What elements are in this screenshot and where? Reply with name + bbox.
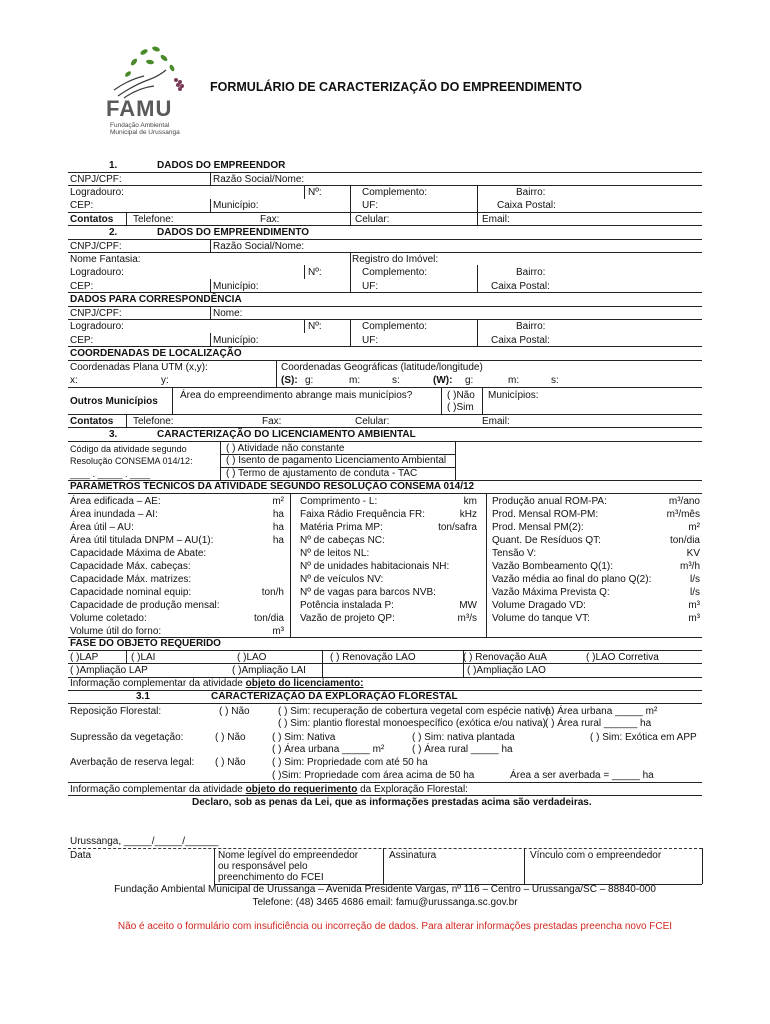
coord-sim-option[interactable]: ( )Sim [447,402,474,413]
param-col3-unit: m³ [688,613,700,624]
s2-fantasia-label[interactable]: Nome Fantasia: [70,254,141,265]
fase-info-bold: objeto do licenciamento: [245,678,364,689]
param-col2-label[interactable]: Nº de cabeças NC: [300,535,385,546]
coord-s-s[interactable]: s: [392,375,400,386]
corr-cnpj-label[interactable]: CNPJ/CPF: [70,308,122,319]
s1-cep-label[interactable]: CEP: [70,200,94,211]
section1-number: 1. [109,160,118,171]
param-col1-unit: ha [272,509,284,520]
s1-municipio-label[interactable]: Município: [213,200,259,211]
s3-codigo-line2: Resolução CONSEMA 014/12: [70,456,193,466]
coord-contatos-label: Contatos [70,416,114,427]
section31-number: 3.1 [136,691,150,702]
footer-address: Fundação Ambiental Municipal de Urussanga – Avenida Presidente Vargas, nº 116 – Centro – Urussanga/SC – 88840-000 [114,884,656,895]
fase-lap[interactable]: ( )LAP [70,652,99,663]
fase-ampliacao-lai[interactable]: ( )Ampliação LAI [232,665,306,676]
param-col1-label[interactable]: Volume coletado: [70,613,147,624]
param-col2-label[interactable]: Faixa Rádio Frequência FR: [300,509,426,520]
coord-w-g[interactable]: g: [465,375,474,386]
coord-geo-label: Coordenadas Geográficas (latitude/longitude) [281,362,483,373]
s3-opt-tac[interactable]: ( ) Termo de ajustamento de conduta - TAC [226,468,418,479]
s1-celular-label[interactable]: Celular: [355,214,390,225]
coord-s-g[interactable]: g: [305,375,314,386]
s31-supressao-rural[interactable]: ( ) Área rural _____ ha [412,744,513,755]
s31-info-prefix: Informação complementar da atividade [70,784,246,795]
coord-celular-label[interactable]: Celular: [355,416,390,427]
s2-numero-label[interactable]: Nº: [308,267,322,278]
s31-averbacao-sim2[interactable]: ( )Sim: Propriedade com área acima de 50 ha [272,770,475,781]
param-col3-label[interactable]: Volume Dragado VD: [492,600,586,611]
fase-title: FASE DO OBJETO REQUERIDO [70,638,221,649]
s31-reposicao-nao[interactable]: ( ) Não [219,706,250,717]
param-col2-unit: ton/safra [438,522,477,533]
param-col3-label[interactable]: Tensão V: [492,548,537,559]
coord-outros-label: Outros Municípios [70,396,158,407]
s31-reposicao-sim1[interactable]: ( ) Sim: recuperação de cobertura vegetal com espécie nativa [278,706,551,717]
logo-line2: Municipal de Urussanga [110,129,180,136]
section31-title: CARACTERIZAÇÃO DA EXPLORAÇÃO FLORESTAL [211,691,458,702]
s31-supressao-label: Supressão da vegetação: [70,732,184,743]
s1-numero-label[interactable]: Nº: [308,187,322,198]
sig-nome-line2: ou responsável pelo [218,861,308,872]
corr-nome-label[interactable]: Nome: [213,308,243,319]
s1-telefone-label[interactable]: Telefone: [133,214,174,225]
sig-assinatura-label: Assinatura [389,850,437,861]
declaration: Declaro, sob as penas da Lei, que as informações prestadas acima são verdadeiras. [192,797,592,808]
sig-nome-line3: preenchimento do FCEI [218,872,324,883]
param-col3-label[interactable]: Volume do tanque VT: [492,613,590,624]
param-col2-label[interactable]: Nº de veículos NV: [300,574,384,585]
param-col2-label[interactable]: Nº de vagas para barcos NVB: [300,587,436,598]
param-col3-unit: m³/mês [666,509,700,520]
param-col2-label[interactable]: Matéria Prima MP: [300,522,383,533]
s31-reposicao-label: Reposição Florestal: [70,706,162,717]
s31-supressao-nao[interactable]: ( ) Não [215,732,246,743]
s3-codigo-field[interactable]: ____ . _____ . ____ [70,469,151,479]
param-col1-label[interactable]: Área útil titulada DNPM – AU(1): [70,535,214,546]
famu-logo [104,40,194,140]
fase-renovacao-lao[interactable]: ( ) Renovação LAO [330,652,416,663]
s31-info-suffix: da Exploração Florestal: [357,784,468,795]
s31-reposicao-sim2[interactable]: ( ) Sim: plantio florestal monoespecífico (exótica e/ou nativa) [278,718,546,729]
section3-number: 3. [109,429,118,440]
s31-supressao-urbana[interactable]: ( ) Área urbana _____ m² [272,744,385,755]
param-col2-label[interactable]: Nº de leitos NL: [300,548,370,559]
param-col3-unit: l/s [690,587,700,598]
param-col2-label[interactable]: Potência instalada P: [300,600,394,611]
coord-area-question: Área do empreendimento abrange mais municípios? [180,390,413,401]
param-col1-label[interactable]: Capacidade nominal equip: [70,587,192,598]
param-col1-label[interactable]: Capacidade Máx. cabeças: [70,561,191,572]
footer-contact: Telefone: (48) 3465 4686 email: famu@urussanga.sc.gov.br [252,897,518,908]
s2-uf-label[interactable]: UF: [362,281,379,292]
s31-info-bold: objeto do requerimento [245,784,358,795]
s1-caixa-label[interactable]: Caixa Postal: [497,200,556,211]
s31-supressao-plantada[interactable]: ( ) Sim: nativa plantada [412,732,515,743]
param-col1-label[interactable]: Volume útil do forno: [70,626,162,637]
s1-razao-label[interactable]: Razão Social/Nome: [213,174,305,185]
fase-info-text[interactable] [70,678,363,690]
s2-caixa-label[interactable]: Caixa Postal: [491,281,550,292]
s1-bairro-label[interactable]: Bairro: [516,187,546,198]
corr-bairro-label[interactable]: Bairro: [516,321,546,332]
param-col2-label[interactable]: Nº de unidades habitacionais NH: [300,561,450,572]
params-title: PARAMETROS TECNICOS DA ATIVIDADE SEGUNDO RESOLUÇÃO CONSEMA 014/12 [70,481,475,492]
corr-municipio-label[interactable]: Município: [213,335,259,346]
coord-y-label[interactable]: y: [161,375,169,386]
corr-caixa-label[interactable]: Caixa Postal: [491,335,550,346]
s2-cep-label[interactable]: CEP: [70,281,94,292]
coord-email-label[interactable]: Email: [482,416,510,427]
param-col3-unit: m³ [688,600,700,611]
param-col1-label[interactable]: Área inundada – AI: [70,509,158,520]
coord-w-label: (W): [433,375,453,386]
section2-title: DADOS DO EMPREENDIMENTO [157,227,310,238]
param-col3-label[interactable]: Produção anual ROM-PA: [492,496,607,507]
coord-utm-label: Coordenadas Plana UTM (x,y): [70,362,208,373]
sig-vinculo-label: Vínculo com o empreendedor [530,850,662,861]
s2-registro-label[interactable]: Registro do Imóvel: [352,254,439,265]
s31-averbacao-nao[interactable]: ( ) Não [215,757,246,768]
sig-nome-line1: Nome legível do empreendedor [218,850,359,861]
param-col2-label[interactable]: Comprimento - L: [300,496,378,507]
s1-fax-label[interactable]: Fax: [260,214,280,225]
s2-razao-label[interactable]: Razão Social/Nome: [213,241,305,252]
s1-email-label[interactable]: Email: [482,214,510,225]
s2-bairro-label[interactable]: Bairro: [516,267,546,278]
corr-cep-label[interactable]: CEP: [70,335,94,346]
fase-lai[interactable]: ( )LAI [131,652,156,663]
fase-info-prefix: Informação complementar da atividade [70,678,246,689]
param-col3-unit: m³/h [680,561,700,572]
param-col1-unit: ton/h [261,587,284,598]
s2-complemento-label[interactable]: Complemento: [362,267,428,278]
param-col3-unit: ton/dia [669,535,700,546]
corr-uf-label[interactable]: UF: [362,335,379,346]
fase-ampliacao-lao[interactable]: ( )Ampliação LAO [467,665,546,676]
s31-reposicao-urbana[interactable]: ( ) Área urbana _____ m² [545,706,658,717]
sig-local-date[interactable]: Urussanga, _____/_____/______ [70,836,219,847]
s31-averbacao-area[interactable]: Área a ser averbada = _____ ha [510,770,654,781]
param-col3-label[interactable]: Prod. Mensal ROM-PM: [492,509,599,520]
s31-averbacao-label: Averbação de reserva legal: [70,757,195,768]
page-title: FORMULÁRIO DE CARACTERIZAÇÃO DO EMPREENDIMENTO [210,80,582,94]
s2-municipio-label[interactable]: Município: [213,281,259,292]
footer-warning: Não é aceito o formulário com insuficiência ou incorreção de dados. Para alterar informações prestadas preencha novo FCEI [117,921,673,932]
param-col3-label[interactable]: Vazão média ao final do plano Q(2): [492,574,652,585]
coord-telefone-label[interactable]: Telefone: [133,416,174,427]
s31-supressao-nativa[interactable]: ( ) Sim: Nativa [272,732,336,743]
fase-ampliacao-lap[interactable]: ( )Ampliação LAP [70,665,148,676]
coord-title: COORDENADAS DE LOCALIZAÇÃO [70,348,242,359]
s31-reposicao-rural[interactable]: ( ) Área rural ______ ha [545,718,652,729]
logo-name: FAMU [106,96,173,121]
sig-data-label: Data [70,850,92,861]
coord-s-m[interactable]: m: [349,375,361,386]
fase-renovacao-aua[interactable]: ( ) Renovação AuA [463,652,547,663]
param-col1-unit: m² [272,496,284,507]
param-col1-label[interactable]: Capacidade de produção mensal: [70,600,220,611]
corr-logradouro-label[interactable]: Logradouro: [70,321,124,332]
param-col3-label[interactable]: Vazão Máxima Prevista Q: [492,587,610,598]
s3-opt-isento[interactable]: ( ) Isento de pagamento Licenciamento Ambiental [226,455,447,466]
s1-cnpj-label[interactable]: CNPJ/CPF: [70,174,122,185]
param-col3-unit: KV [686,548,700,559]
param-col1-unit: m³ [272,626,284,637]
param-col1-unit: ha [272,522,284,533]
param-col3-label[interactable]: Quant. De Resíduos QT: [492,535,601,546]
corr-numero-label[interactable]: Nº: [308,321,322,332]
tree-icon [104,40,194,100]
param-col2-unit: MW [459,600,477,611]
coord-municipios-label[interactable]: Municípios: [488,390,539,401]
s3-opt-nao-constante[interactable]: ( ) Atividade não constante [226,443,345,454]
s2-logradouro-label[interactable]: Logradouro: [70,267,124,278]
param-col3-label[interactable]: Prod. Mensal PM(2): [492,522,584,533]
logo-line1: Fundação Ambiental [110,122,170,129]
param-col2-label[interactable]: Vazão de projeto QP: [300,613,395,624]
coord-w-m[interactable]: m: [508,375,520,386]
s1-complemento-label[interactable]: Complemento: [362,187,428,198]
s31-supressao-exotica[interactable]: ( ) Sim: Exótica em APP [590,732,697,743]
param-col3-label[interactable]: Vazão Bombeamento Q(1): [492,561,613,572]
s1-contatos-label: Contatos [70,214,114,225]
s1-logradouro-label[interactable]: Logradouro: [70,187,124,198]
section3-title: CARACTERIZAÇÃO DO LICENCIAMENTO AMBIENTAL [157,429,416,440]
coord-w-s[interactable]: s: [551,375,559,386]
coord-nao-option[interactable]: ( )Não [447,390,475,401]
param-col2-unit: km [463,496,477,507]
param-col1-unit: ton/dia [253,613,284,624]
section1-title: DADOS DO EMPREENDOR [157,160,286,171]
param-col3-unit: m² [688,522,700,533]
param-col3-unit: l/s [690,574,700,585]
coord-fax-label[interactable]: Fax: [262,416,282,427]
param-col1-label[interactable]: Área útil – AU: [70,522,134,533]
fase-lao-corretiva[interactable]: ( )LAO Corretiva [586,652,659,663]
param-col1-unit: ha [272,535,284,546]
param-col1-label[interactable]: Capacidade Máxima de Abate: [70,548,207,559]
s2-cnpj-label[interactable]: CNPJ/CPF: [70,241,122,252]
corr-title: DADOS PARA CORRESPONDÊNCIA [70,294,242,305]
coord-x-label[interactable]: x: [70,375,78,386]
section2-number: 2. [109,227,118,238]
s1-uf-label[interactable]: UF: [362,200,379,211]
coord-s-label: (S): [281,375,298,386]
param-col2-unit: kHz [459,509,477,520]
corr-complemento-label[interactable]: Complemento: [362,321,428,332]
fase-lao[interactable]: ( )LAO [237,652,267,663]
param-col1-label[interactable]: Área edificada – AE: [70,496,161,507]
param-col2-unit: m³/s [457,613,477,624]
param-col3-unit: m³/ano [668,496,700,507]
s3-codigo-line1: Código da atividade segundo [70,444,187,454]
param-col1-label[interactable]: Capacidade Máx. matrizes: [70,574,192,585]
s31-averbacao-sim1[interactable]: ( ) Sim: Propriedade com até 50 ha [272,757,428,768]
